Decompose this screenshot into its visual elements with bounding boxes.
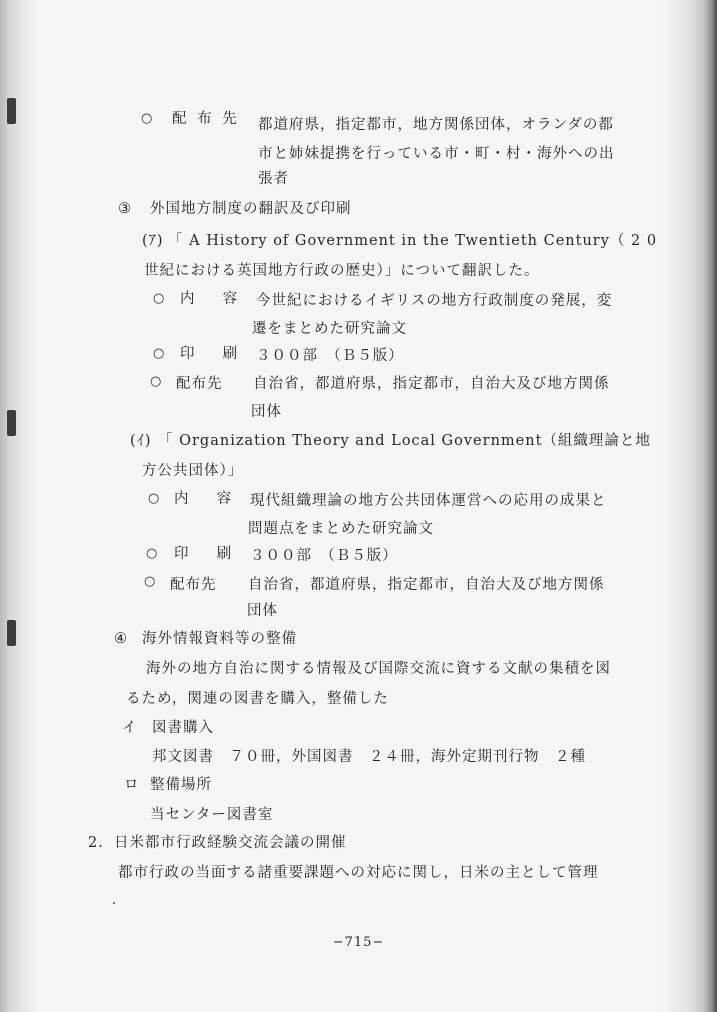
printing-text: ３００部 （Ｂ５版）	[250, 548, 398, 564]
item-label-distribution: 配布先	[176, 376, 223, 392]
page-number: −715−	[332, 935, 385, 950]
subsection-marker: (ｲ)	[130, 433, 152, 449]
bullet-icon: ○	[150, 374, 162, 389]
subsection-marker: (ｱ)	[142, 233, 164, 249]
binder-ring-mark	[7, 620, 16, 646]
bullet-icon: ○	[153, 291, 165, 306]
translation-title-line: 「 Organization Theory and Local Government（組織理論と地	[158, 433, 651, 449]
bullet-icon: ○	[148, 491, 160, 506]
bullet-icon: ○	[144, 574, 156, 589]
bullet-icon: ○	[146, 546, 158, 561]
distribution-text-line: 張者	[258, 171, 289, 187]
body-text-line: 都市行政の当面する諸重要課題への対応に関し，日米の主として管理	[118, 865, 599, 881]
scan-left-shadow	[0, 0, 40, 1012]
bullet-icon: ○	[141, 111, 153, 126]
item-label-printing: 印 刷	[180, 346, 241, 362]
section-number: ④	[114, 631, 128, 647]
section-number: ③	[118, 201, 132, 217]
translation-title-line: 方公共団体）」	[142, 463, 244, 479]
content-text-line: 今世紀におけるイギリスの地方行政制度の発展，変	[256, 293, 613, 309]
distribution-text-line: 自治省，都道府県，指定都市，自治大及び地方関係	[253, 376, 610, 392]
section-heading: 海外情報資料等の整備	[142, 631, 297, 647]
translation-title-line: 「 A History of Government in the Twentieth Century（ 2 0	[168, 233, 658, 249]
chapter-heading: 日米都市行政経験交流会議の開催	[114, 835, 347, 851]
list-marker: イ	[122, 720, 138, 736]
item-label-distribution: 配布先	[170, 577, 217, 593]
scan-speck	[113, 902, 115, 904]
body-text-line: るため，関連の図書を購入，整備した	[126, 691, 389, 707]
distribution-text-line: 団体	[247, 603, 278, 619]
body-text-line: 海外の地方自治に関する情報及び国際交流に資する文献の集積を図	[146, 661, 611, 677]
scan-right-edge	[661, 0, 717, 1012]
section-heading: 外国地方制度の翻訳及び印刷	[150, 201, 352, 217]
distribution-text-line: 自治省，都道府県，指定都市，自治大及び地方関係	[248, 577, 605, 593]
chapter-number: 2.	[88, 835, 104, 851]
item-label-content: 内 容	[174, 491, 235, 507]
bullet-icon: ○	[153, 346, 165, 361]
binder-ring-mark	[7, 410, 16, 436]
distribution-text-line: 都道府県，指定都市，地方関係団体，オランダの都	[258, 117, 614, 133]
content-text-line: 現代組織理論の地方公共団体運営への応用の成果と	[250, 493, 607, 509]
list-heading: 整備場所	[150, 777, 212, 793]
location-text: 当センター図書室	[150, 807, 274, 823]
content-text-line: 遷をまとめた研究論文	[252, 321, 407, 337]
distribution-text-line: 団体	[251, 404, 282, 420]
distribution-text-line: 市と姉妹提携を行っている市・町・村・海外への出	[258, 146, 615, 162]
book-counts-text: 邦文図書 ７０冊，外国図書 ２４冊，海外定期刊行物 ２種	[152, 749, 586, 765]
item-label-content: 内 容	[180, 291, 241, 307]
printing-text: ３００部 （Ｂ５版）	[256, 348, 404, 364]
item-label-distribution: 配 布 先	[172, 111, 240, 127]
item-label-printing: 印 刷	[174, 546, 235, 562]
list-marker: ロ	[124, 777, 140, 793]
binder-ring-mark	[7, 98, 16, 124]
translation-title-line: 世紀における英国地方行政の歴史）」について翻訳した。	[144, 263, 540, 279]
list-heading: 図書購入	[152, 720, 214, 736]
content-text-line: 問題点をまとめた研究論文	[248, 521, 434, 537]
